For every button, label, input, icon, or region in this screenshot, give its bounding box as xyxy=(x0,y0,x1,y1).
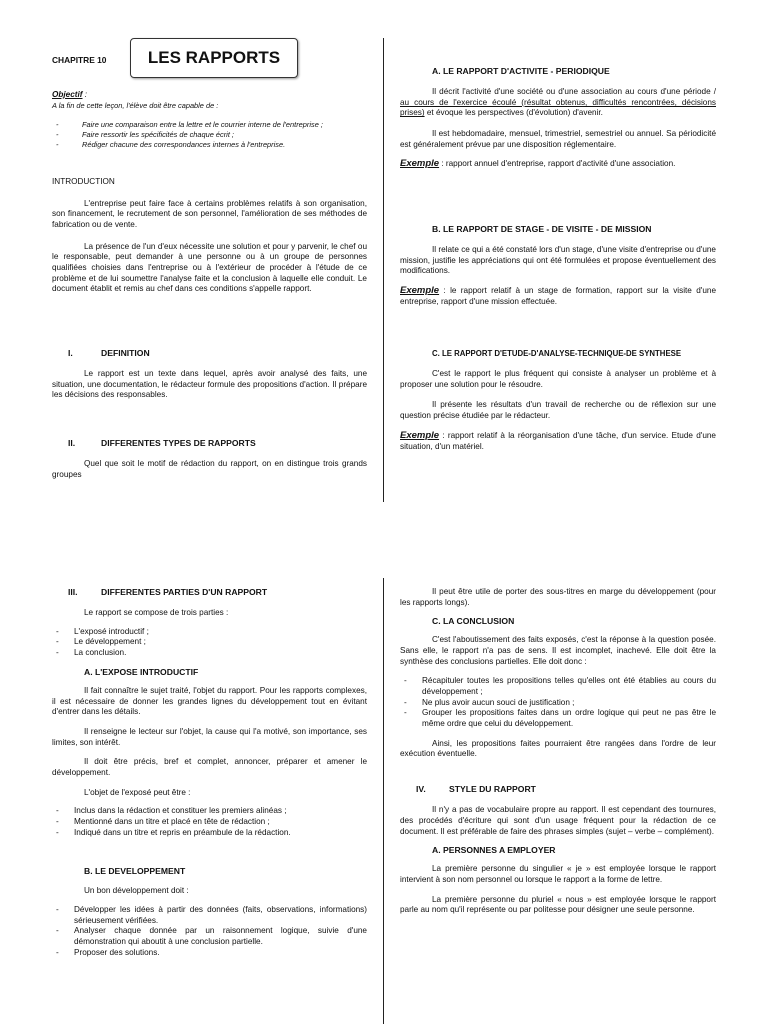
parties-list xyxy=(52,627,367,659)
types-block xyxy=(52,438,367,480)
subsection-heading: B. LE DEVELOPPEMENT xyxy=(84,866,186,877)
list-item: - Faire une comparaison entre la lettre et le courrier interne de l'entreprise ; xyxy=(52,120,367,130)
paragraph: La première personne du singulier « je » est employée lorsque le rapport intervient à son nom personnel ou lorsque le rapport a la forme de lettre. xyxy=(400,864,716,885)
section-heading: DEFINITION xyxy=(101,348,150,358)
section-heading: STYLE DU RAPPORT xyxy=(449,784,536,795)
subsection-heading: A. L'EXPOSE INTRODUCTIF xyxy=(84,666,199,677)
paragraph: Il relate ce qui a été constaté lors d'un stage, d'une visite d'entreprise ou d'une mission, justifie les appréciations qui ont été formulées et propose éventuellement des modifications. xyxy=(400,245,716,276)
paragraph: Le rapport se compose de trois parties : xyxy=(84,608,229,618)
objet-list xyxy=(52,806,367,838)
rapport-stage-block xyxy=(400,224,716,308)
list-item: - Indiqué dans un titre et repris en préambule de la rédaction. xyxy=(52,828,367,839)
page-title: LES RAPPORTS xyxy=(130,38,298,78)
paragraph: C'est l'aboutissement des faits exposés, c'est la réponse à la question posée. Sans elle, le rapport n'a pas de sens. Il est incomplet, inachevé. Elle doit être la synthèse des conclusions partielles. Elle doit donc : xyxy=(400,635,716,666)
paragraph: Il est hebdomadaire, mensuel, trimestriel, semestriel ou annuel. Sa périodicité est généralement prévue par une disposition réglementaire. xyxy=(400,129,716,149)
rapport-etude-block xyxy=(400,349,716,453)
list-item: - Proposer des solutions. xyxy=(52,948,367,959)
paragraph: La première personne du pluriel « nous » est employée lorsque le rapport parle au nom qu'il représente ou par politesse pour désigner une seule personne. xyxy=(400,894,716,915)
list-item: - Faire ressortir les spécificités de chaque écrit ; xyxy=(52,130,367,140)
list-item: - Rédiger chacune des correspondances internes à l'entreprise. xyxy=(52,140,367,150)
section-number: IV. xyxy=(416,784,426,795)
objectif-list xyxy=(52,120,367,150)
subsection-heading: A. PERSONNES A EMPLOYER xyxy=(432,845,556,856)
section-number: I. xyxy=(68,348,73,358)
rapport-activite-block xyxy=(400,66,716,171)
list-item: - Mentionné dans un titre et placé en tête de rédaction ; xyxy=(52,817,367,828)
paragraph: C'est le rapport le plus fréquent qui consiste à analyser un problème et à proposer une solution pour le résoudre. xyxy=(400,369,716,389)
list-item: - L'exposé introductif ; xyxy=(52,627,367,638)
list-item: - Analyser chaque donnée par un raisonnement logique, suivie d'une démonstration qui aboutit à une conclusion partielle. xyxy=(52,926,367,947)
parties-block xyxy=(52,587,367,958)
paragraph: Il renseigne le lecteur sur l'objet, la cause qui l'a motivé, son importance, ses limites, son intérêt. xyxy=(52,726,367,747)
chapter-label: CHAPITRE 10 xyxy=(52,55,107,65)
definition-block xyxy=(52,348,367,401)
list-item: - Le développement ; xyxy=(52,637,367,648)
paragraph: Ainsi, les propositions faites pourraient être rangées dans l'ordre de leur exécution éventuelle. xyxy=(400,738,716,759)
example: Exemple : rapport annuel d'entreprise, rapport d'activité d'une association. xyxy=(400,158,676,170)
objectif-label: Objectif xyxy=(52,90,83,99)
introduction-heading: INTRODUCTION xyxy=(52,177,115,186)
list-item: - Développer les idées à partir des données (faits, observations, informations) sérieusement vérifiées. xyxy=(52,905,367,926)
objectif-block: Objectif : A la fin de cette leçon, l'élève doit être capable de : - Faire une comparaison entre la lettre et le courrier interne de l'entreprise ; - Faire ressortir les spécificités de chaque écrit ; - Rédiger chacune des correspondances internes à l'entreprise. xyxy=(52,90,367,150)
paragraph: L'objet de l'exposé peut être : xyxy=(84,787,191,797)
definition-text: Le rapport est un texte dans lequel, après avoir analysé des faits, une situation, une documentation, le rédacteur formule des propositions d'action. Il prépare les décisions des responsables. xyxy=(52,369,367,400)
types-text: Quel que soit le motif de rédaction du rapport, on en distingue trois grands groupes xyxy=(52,459,367,479)
conclusion-style-block xyxy=(400,587,716,916)
paragraph: Il décrit l'activité d'une société ou d'une association au cours d'une période / au cours de l'exercice écoulé (résultat obtenus, difficultés rencontrées, décisions prises) et évoque les perspectives (d'évolution) d'avenir. xyxy=(400,87,716,118)
objectif-intro: A la fin de cette leçon, l'élève doit être capable de : xyxy=(52,100,219,110)
list-item: - Inclus dans la rédaction et constituer les premiers alinéas ; xyxy=(52,806,367,817)
list-item: - Récapituler toutes les propositions telles qu'elles ont été établies au cours du développement ; xyxy=(400,676,716,697)
section-heading: DIFFERENTES TYPES DE RAPPORTS xyxy=(101,438,256,448)
list-item: - Ne plus avoir aucun souci de justification ; xyxy=(400,698,716,709)
section-heading: DIFFERENTES PARTIES D'UN RAPPORT xyxy=(101,587,268,597)
example: Exemple : le rapport relatif à un stage de formation, rapport sur la visite d'une entreprise, rapport d'une mission effectuée. xyxy=(400,285,716,307)
paragraph: Il fait connaître le sujet traité, l'objet du rapport. Pour les rapports complexes, il est nécessaire de donner les grandes lignes du développement tout en évitant d'entrer dans les détails. xyxy=(52,685,367,717)
conclusion-list xyxy=(400,676,716,729)
developpement-list xyxy=(52,905,367,958)
list-item: - Grouper les propositions faites dans un ordre logique qui peut ne pas être le même ordre que celui du développement. xyxy=(400,708,716,729)
introduction-paragraph-2: La présence de l'un d'eux nécessite une solution et pour y parvenir, le chef ou le responsable, peut demander à une personne ou à un groupe de personnes qualifiées choisies dans l'entreprise ou à l'extérieur de procéder à l'étude de ce problème et de lui soumettre l'analyse faite et la conclusion à laquelle elle conduit. Le document établit et remis au chef dans ces conditions s'appelle rapport. xyxy=(52,241,367,294)
section-number: III. xyxy=(68,587,78,597)
introduction-block xyxy=(52,177,367,295)
column-divider-bottom xyxy=(383,578,384,1024)
introduction-paragraph-1: L'entreprise peut faire face à certains problèmes relatifs à son organisation, son financement, le recrutement de son personnel, l'amélioration de ses méthodes de fabrication ou de vente. xyxy=(52,198,367,229)
example: Exemple : rapport relatif à la réorganisation d'une tâche, d'un service. Etude d'une situation, d'un matériel. xyxy=(400,429,716,452)
paragraph: Il doit être précis, bref et complet, annoncer, préparer et amener le développement. xyxy=(52,757,367,777)
subsection-heading: C. LA CONCLUSION xyxy=(432,616,515,627)
section-heading: B. LE RAPPORT DE STAGE - DE VISITE - DE MISSION xyxy=(432,224,652,234)
section-number: II. xyxy=(68,438,76,448)
list-item: - La conclusion. xyxy=(52,648,367,659)
paragraph: Il peut être utile de porter des sous-titres en marge du développement (pour les rapports longs). xyxy=(400,587,716,607)
paragraph: Il n'y a pas de vocabulaire propre au rapport. Il est cependant des tournures, des procédés d'écriture qui sont d'un usage fréquent pour la rédaction de ce document. Il est préférable de faire des phrases simples (sujet – verbe – complément). xyxy=(400,805,716,836)
paragraph: Il présente les résultats d'un travail de recherche ou de réflexion sur une question précise étudiée par le rédacteur. xyxy=(400,400,716,421)
paragraph: Un bon développement doit : xyxy=(84,886,189,896)
section-heading: C. LE RAPPORT D'ETUDE-D'ANALYSE-TECHNIQUE-DE SYNTHESE xyxy=(432,349,682,358)
column-divider-top xyxy=(383,38,384,502)
section-heading: A. LE RAPPORT D'ACTIVITE - PERIODIQUE xyxy=(432,66,610,76)
